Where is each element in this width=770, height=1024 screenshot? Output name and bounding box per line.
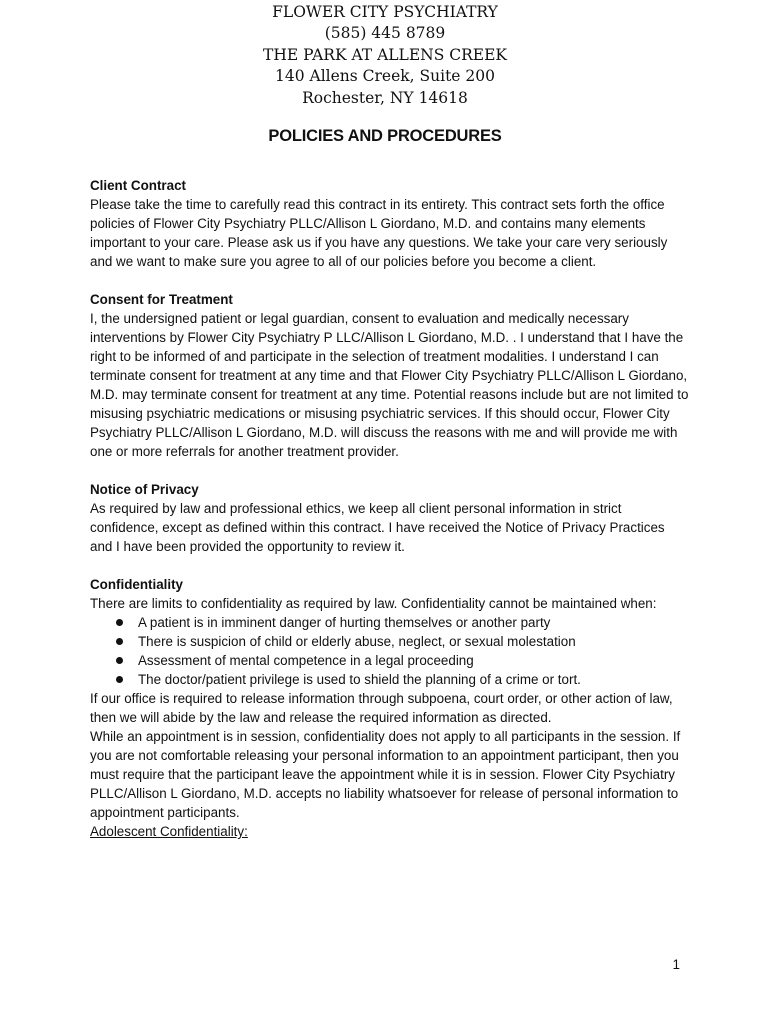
practice-address: 140 Allens Creek, Suite 200 [275, 67, 495, 86]
section-heading: Consent for Treatment [90, 292, 233, 307]
document-body [90, 176, 690, 860]
confidentiality-exceptions-list [90, 613, 690, 689]
section-paragraph: While an appointment is in session, confidentiality does not apply to all participants in the session. If you are not comfortable releasing your personal information to an appointment participant, then you must require that the participant leave the appointment while it is in session. Flower City Psychiatry PLLC/Allison L Giordano, M.D. accepts no liability whatsoever for release of personal information to appointment participants. [90, 729, 681, 820]
list-item: A patient is in imminent danger of hurting themselves or another party [114, 613, 690, 632]
section-heading: Client Contract [90, 178, 186, 193]
section-heading: Confidentiality [90, 577, 183, 592]
section-confidentiality [90, 575, 690, 841]
section-paragraph: There are limits to confidentiality as required by law. Confidentiality cannot be maintained when: [90, 596, 657, 611]
section-paragraph: As required by law and professional ethics, we keep all client personal information in strict confidence, except as defined within this contract. I have received the Notice of Privacy Practices and I have been provided the opportunity to review it. [90, 501, 665, 554]
section-paragraph: I, the undersigned patient or legal guardian, consent to evaluation and medically necessary interventions by Flower City Psychiatry P LLC/Allison L Giordano, M.D. . I understand that I have the right to be informed of and participate in the selection of treatment modalities. I understand I can terminate consent for treatment at any time and that Flower City Psychiatry PLLC/Allison L Giordano, M.D. may terminate consent for treatment at any time. Potential reasons include but are not limited to misusing psychiatric medications or misusing psychiatric services. If this should occur, Flower City Psychiatry PLLC/Allison L Giordano, M.D. will discuss the reasons with me and will provide me with one or more referrals for another treatment provider. [90, 311, 689, 459]
section-notice-of-privacy [90, 480, 690, 556]
letterhead [0, 2, 770, 109]
practice-city: Rochester, NY 14618 [302, 88, 468, 107]
practice-building: THE PARK AT ALLENS CREEK [262, 45, 508, 64]
practice-name: FLOWER CITY PSYCHIATRY [272, 3, 498, 21]
list-item: The doctor/patient privilege is used to shield the planning of a crime or tort. [114, 670, 690, 689]
list-item: There is suspicion of child or elderly abuse, neglect, or sexual molestation [114, 632, 690, 651]
section-paragraph: Please take the time to carefully read this contract in its entirety. This contract sets forth the office policies of Flower City Psychiatry PLLC/Allison L Giordano, M.D. and contains many elements important to your care. Please ask us if you have any questions. We take your care very seriously and we want to make sure you agree to all of our policies before you become a client. [90, 197, 668, 269]
document-title: POLICIES AND PROCEDURES [268, 127, 502, 145]
practice-phone: (585) 445 8789 [324, 24, 446, 43]
subsection-heading: Adolescent Confidentiality: [90, 824, 248, 839]
page-number: 1 [672, 957, 680, 972]
section-heading: Notice of Privacy [90, 482, 199, 497]
section-paragraph: If our office is required to release information through subpoena, court order, or other action of law, then we will abide by the law and release the required information as directed. [90, 691, 673, 725]
section-client-contract [90, 176, 690, 271]
list-item: Assessment of mental competence in a legal proceeding [114, 651, 690, 670]
section-consent-for-treatment [90, 290, 690, 461]
